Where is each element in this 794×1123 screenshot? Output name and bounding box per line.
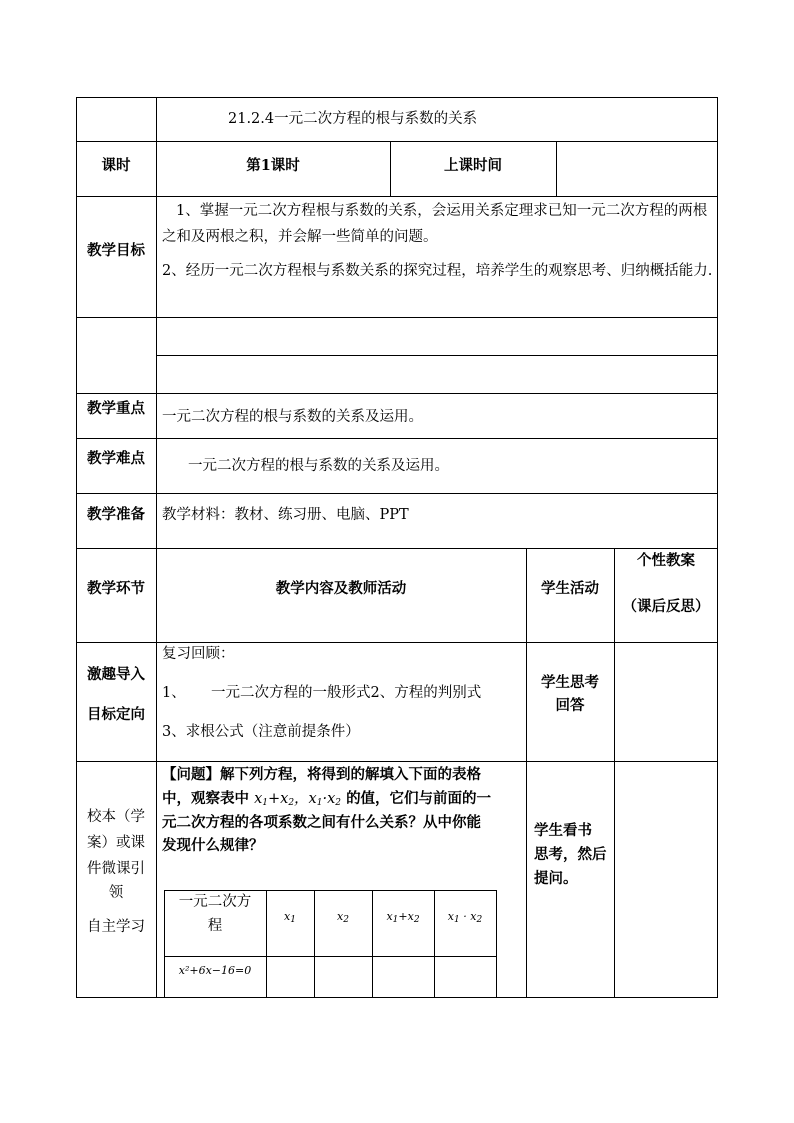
stage2-student-2: 思考，然后 [534,846,607,863]
label-keshi: 课时 [101,157,131,174]
rule [76,493,718,494]
header-student: 学生活动 [541,580,599,597]
rule [156,355,718,356]
rule [76,317,718,318]
header-personal-note: （课后反思） [622,598,710,615]
stage2-label-2: 案）或课 [87,835,145,851]
label-key-point: 教学重点 [87,400,145,417]
rule [526,548,527,998]
stage1-line2: 一元二次方程的一般形式2、方程的判别式 [211,685,482,701]
header-personal: 个性教案 [637,552,695,569]
header-stage: 教学环节 [87,580,145,597]
rule [76,141,718,142]
inner-header-x1: $x_1$ [284,910,296,925]
label-class-time: 上课时间 [444,157,502,174]
preparation-text: 教学材料：教材、练习册、电脑、PPT [162,507,409,523]
inner-header-x2: $x_2$ [337,910,349,925]
rule [496,890,497,998]
formula-sum-product: $x_1+x_2$，$x_1\cdot x_2$ [254,791,341,808]
inner-header-equation-1: 一元二次方 [178,894,252,910]
stage2-student-1: 学生看书 [534,822,592,839]
objective-1: 1、掌握一元二次方程根与系数的关系，会运用关系定理求已知一元二次方程的两根之和及两根之积，并会解一些简单的问题。 [162,203,708,245]
inner-row1-equation: x²+6x−16=0 [178,964,252,977]
inner-header-sum: $x_1+x_2$ [386,910,420,925]
stage2-label-4: 领 [108,885,124,901]
stage2-student-3: 提问。 [534,870,578,887]
stage1-student-1: 学生思考 [541,674,599,691]
problem-line2-post: 的值，它们与前面的一 [346,790,492,807]
stage1-line1: 复习回顾： [162,646,235,662]
problem-line3: 元二次方程的各项系数之间有什么关系？从中你能 [162,814,481,831]
stage1-line3: 3、求根公式（注意前提条件） [162,724,360,740]
lesson-number: 第1课时 [246,157,300,174]
rule [76,438,718,439]
rule [156,97,157,998]
label-preparation: 教学准备 [87,506,145,523]
stage2-label-5: 自主学习 [87,919,145,935]
rule [76,196,718,197]
stage1-student-2: 回答 [555,697,585,714]
difficulty-text: 一元二次方程的根与系数的关系及运用。 [188,458,449,474]
rule [556,141,557,197]
label-objectives: 教学目标 [87,242,145,259]
lesson-title: 21.2.4一元二次方程的根与系数的关系 [228,111,478,127]
problem-line1: 【问题】解下列方程，将得到的解填入下面的表格 [162,766,481,783]
stage1-line2-num: 1、 [162,685,186,701]
stage1-label-2: 目标定向 [87,706,145,723]
inner-header-product: $x_1 \cdot x_2$ [447,910,483,925]
stage2-label-1: 校本（学 [87,809,145,825]
inner-header-equation-2: 程 [207,918,223,934]
rule [164,956,497,957]
rule [76,997,718,998]
problem-line2-pre: 中，观察表中 [162,790,249,807]
label-difficulty: 教学难点 [87,450,145,467]
problem-line4: 发现什么规律？ [162,837,264,854]
stage2-label-3: 件微课引 [87,861,145,877]
rule [76,393,718,394]
stage1-label-1: 激趣导入 [87,666,145,683]
header-content: 教学内容及教师活动 [275,580,407,597]
rule [76,97,718,98]
objective-2: 2、经历一元二次方程根与系数关系的探究过程，培养学生的观察思考、归纳概括能力. [162,263,713,279]
key-point-text: 一元二次方程的根与系数的关系及运用。 [162,409,423,425]
